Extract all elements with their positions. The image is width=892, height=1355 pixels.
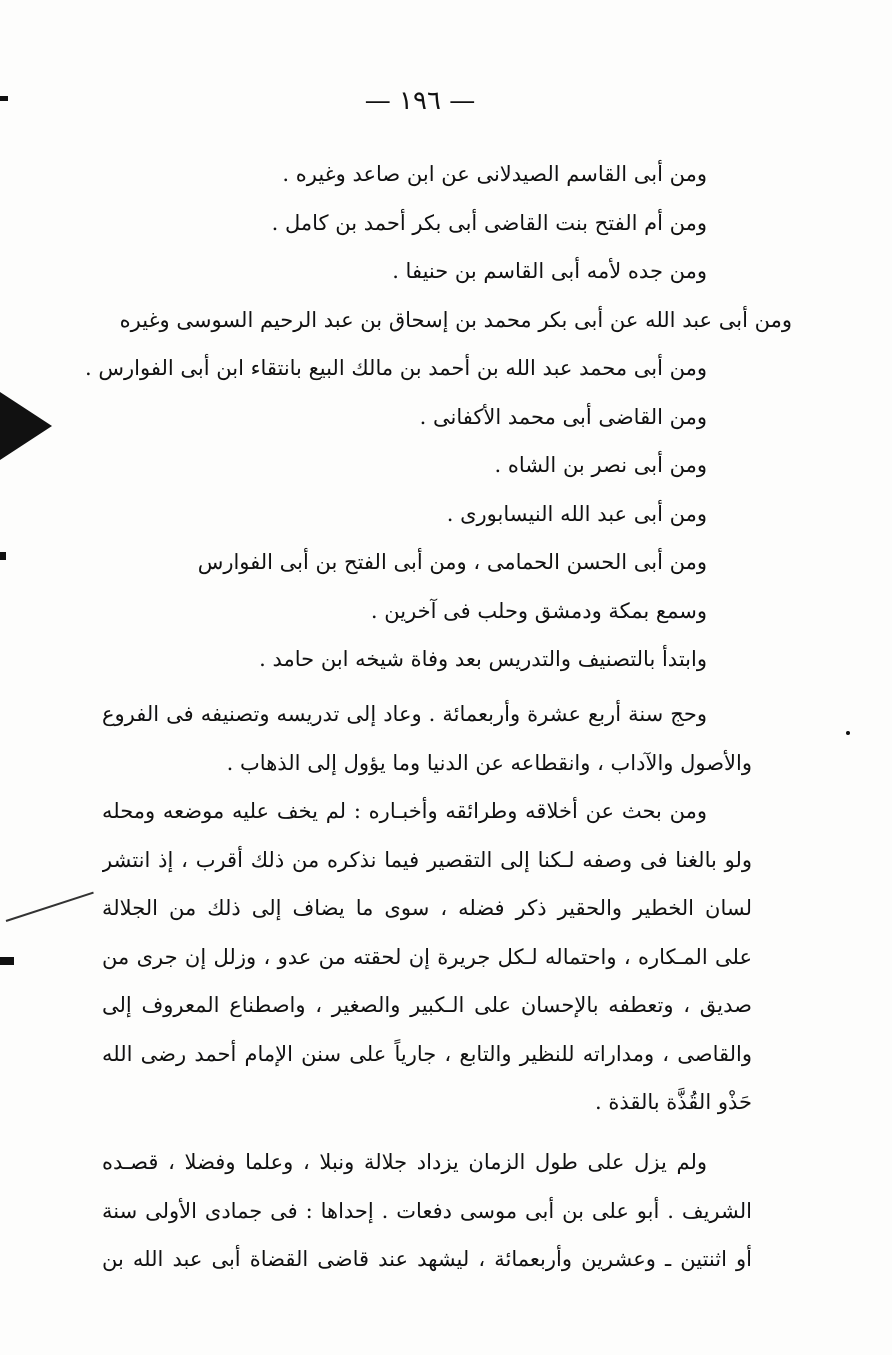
text-line: وسمع بمكة ودمشق وحلب فى آخرين . (370, 598, 707, 623)
text-block-narrators (85, 150, 792, 684)
text-line: ولم يزل على طول الزمان يزداد جلالة ونبلا ، وعلما وفضلا ، قصـده (102, 1150, 707, 1174)
text-line: حَذْو القُذَّة بالقذة . (594, 1090, 752, 1114)
text-line: الشريف . أبو على بن أبى موسى دفعات . إحداها : فى جمادى الأولى سنة (102, 1198, 752, 1223)
text-line: على المـكاره ، واحتماله لـكل جريرة إن لحقته من عدو ، وزلل إن جرى من (102, 944, 752, 969)
text-line: والأصول والآداب ، وانقطاعه عن الدنيا وما يؤول إلى الذهاب . (226, 750, 752, 775)
text-line: ولو بالغنا فى وصفه لـكنا إلى التقصير فيما نذكره من ذلك أقرب ، إذ انتشر (102, 847, 752, 872)
scan-mark-triangle (0, 392, 52, 460)
page-number: — ١٩٦ — (364, 86, 476, 116)
scan-dot-right (846, 731, 850, 735)
text-line: ومن أبى الحسن الحمامى ، ومن أبى الفتح بن أبى الفوارس (197, 550, 707, 574)
text-line: ومن أبى عبد الله النيسابورى . (446, 501, 707, 526)
text-line: صديق ، وتعطفه بالإحسان على الـكبير والصغير ، واصطناع المعروف إلى (102, 993, 752, 1017)
text-line: أو اثنتين ـ وعشرين وأربعمائة ، ليشهد عند قاضى القضاة أبى عبد الله بن (102, 1247, 752, 1271)
scan-mark-small-left (0, 552, 6, 560)
text-line: ومن أبى محمد عبد الله بن أحمد بن مالك البيع بانتقاء ابن أبى الفوارس . (85, 356, 707, 380)
text-line: ومن أم الفتح بنت القاضى أبى بكر أحمد بن كامل . (271, 210, 707, 235)
text-line: ومن القاضى أبى محمد الأكفانى . (419, 404, 707, 429)
text-line: ومن أبى عبد الله عن أبى بكر محمد بن إسحاق بن عبد الرحيم السوسى وغيره (119, 307, 792, 332)
text-line: لسان الخطير والحقير ذكر فضله ، سوى ما يضاف إلى ذلك من الجلالة (102, 896, 752, 920)
text-block-visit (102, 1138, 752, 1284)
scan-mark-top-left (0, 96, 8, 101)
text-line: وابتدأ بالتصنيف والتدريس بعد وفاة شيخه ابن حامد . (259, 647, 707, 671)
text-line: والقاصى ، ومداراته للنظير والتابع ، جارياً على سنن الإمام أحمد رضى الله (102, 1041, 752, 1066)
text-line: ومن أبى نصر بن الشاه . (494, 453, 707, 477)
scan-mark-left-lower (0, 957, 14, 965)
text-line: ومن جده لأمه أبى القاسم بن حنيفا . (392, 259, 707, 283)
text-line: ومن أبى القاسم الصيدلانى عن ابن صاعد وغيره . (282, 162, 707, 186)
text-block-character (102, 690, 752, 1127)
scan-scratch (6, 892, 94, 922)
text-line: وحج سنة أربع عشرة وأربعمائة . وعاد إلى تدريسه وتصنيفه فى الفروع (102, 702, 707, 726)
text-line: ومن بحث عن أخلاقه وطرائقه وأخبـاره : لم يخف عليه موضعه ومحله (102, 799, 707, 823)
